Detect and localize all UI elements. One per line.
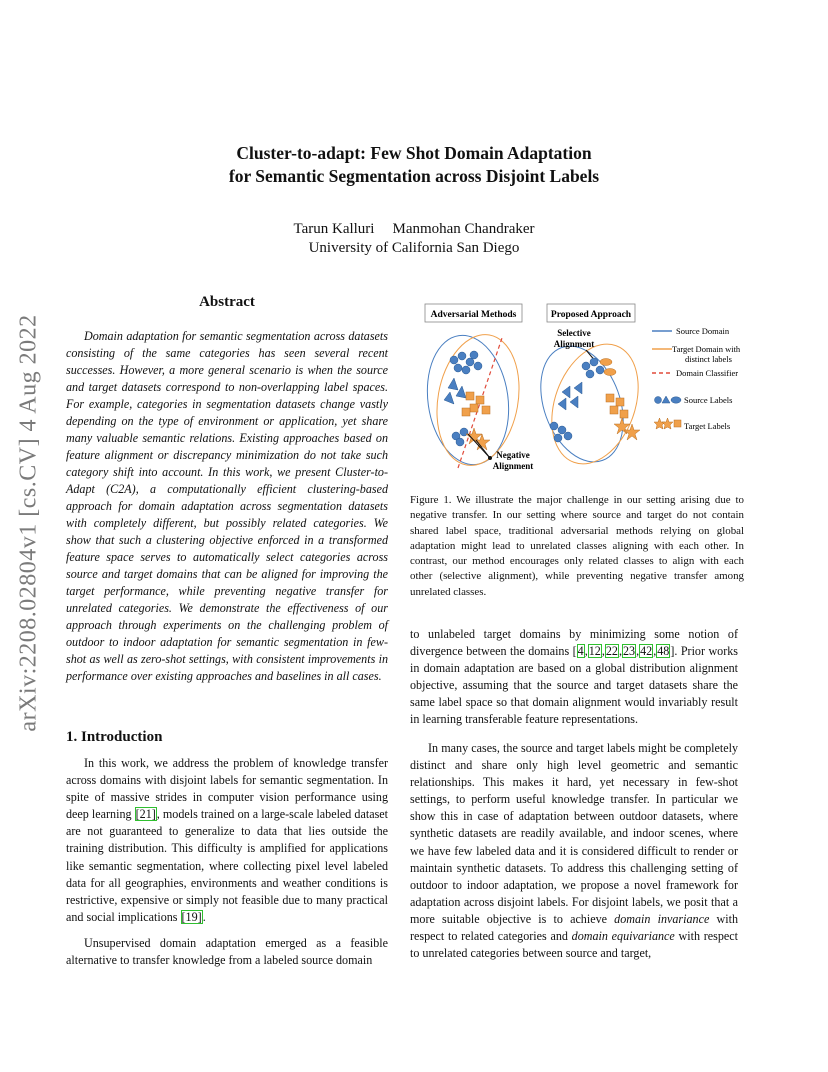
annotation-negative-2: Alignment [492,461,534,471]
legend-classifier: Domain Classifier [676,368,739,378]
affiliation: University of California San Diego [308,240,520,256]
annotation-negative-1: Negative [496,450,530,460]
legend-target-domain-2: distinct labels [685,354,732,364]
legend-source-labels: Source Labels [684,395,733,405]
citation-link[interactable]: 22 [605,644,618,659]
right-source-triangles-cluster [558,382,582,410]
right-paragraph-2: In many cases, the source and target labels might be completely distinct and share only high level geometric and semantic relationships. This makes it hard, yet necessary in few-shot settings, to perform useful knowledge transfer. In particular we show this in case of adaptation between outdoor datasets, where synthetic datasets are readily available, and indoor scenes, where we have few labeled data and it is considered difficult to render or maintain synthetic datasets. To address this challenging setting of outdoor to indoor adaptation, we propose a novel framework for adaptation across disjoint labels. For disjoint labels, we posit that a more suitable objective is to achieve domain invariance with respect to related categories and domain equivariance with respect to unrelated categories between source and target, [410,741,739,961]
annotation-selective-2: Alignment [553,339,595,349]
annotation-selective-1: Selective [557,328,591,338]
right-target-squares-cluster [606,394,628,418]
intro-heading: 1. Introduction [66,729,163,745]
negative-alignment-arrow-2 [468,434,490,458]
arxiv-stamp: arXiv:2208.02804v1 [cs.CV] 4 Aug 2022 [15,314,42,732]
paper-title [0,142,828,188]
panel-title-right: Proposed Approach [550,310,632,320]
author-2: Manmohan Chandraker [392,221,535,237]
left-source-triangles-cluster [444,378,466,404]
citation-link[interactable]: 12 [588,644,601,659]
figure-1-caption: Figure 1. We illustrate the major challenge in our setting arising due to negative transfer. In our setting where source and target do not contain shared label space, traditional adversarial methods relying on global adaptation might lead to unrelated classes aligning with each other. In contrast, our method encourages only related classes to align with each other (selective alignment), while preventing negative transfer among unrelated classes. [410,494,744,598]
intro-paragraph-1: In this work, we address the problem of knowledge transfer across domains with disjoint labels for semantic segmentation. In spite of massive strides in computer vision performance using deep learning [21], models trained on a large-scale labeled dataset are not guaranteed to generalize to data that lies outside the training distribution. This difficulty is amplified for applications like semantic segmentation, where collecting pixel level labeled data for all geographies, environments and weather conditions is restrictive, expensive or simply not feasible due to many practical and social implications [19]. [66,756,388,924]
target-domain-ellipse-right [536,332,654,476]
panel-title-left: Adversarial Methods [430,310,517,320]
legend-target-labels: Target Labels [684,421,731,431]
legend-source-domain: Source Domain [676,326,730,336]
arrow-point [488,456,492,460]
abstract-text: Domain adaptation for semantic segmentation across datasets consisting of the same categories has seen several recent successes. However, a more general scenario is when the source and target datasets correspond to non-overlapping label spaces. For example, categories in segmentation datasets change vastly depending on the type of environment or application, yet share many valuable semantic relations. Existing approaches based on feature alignment or discrepancy minimization do not take such category shift into account. In this work, we present Cluster-to-Adapt (C2A), a computationally efficient clustering-based approach for domain adaptation across segmentation datasets with completely different, but possibly related categories. We show that such a clustering objective enforced in a transformed feature space serves to automatically select categories across source and target domains that can be aligned for improving the target performance, while preventing negative transfer for unrelated categories. We demonstrate the effectiveness of our approach through experiments on the challenging problem of outdoor to indoor adaptation for semantic segmentation in few-shot as well as zero-shot settings, with consistent improvements in performance over existing approaches and baselines in all cases. [66,329,388,683]
legend-target-domain-1: Target Domain with [672,344,741,354]
left-target-squares-cluster [462,392,490,416]
citation-link[interactable]: [19] [181,909,202,924]
title-line-2: for Semantic Segmentation across Disjoint Labels [228,166,600,186]
legend-target-labels-swatch [654,418,681,429]
author-block [0,220,828,258]
legend-source-labels-swatch [655,396,682,404]
citation-link[interactable]: 42 [640,644,653,659]
citation-link[interactable]: 23 [622,644,636,659]
right-paragraph-1: to unlabeled target domains by minimizing some notion of divergence between the domains [4,12,22,23,42,48]. Prior works in domain adaptation are based on a global distribution alignment objective, assuming that the source and target datasets share the same label space so that domain alignment would invariably result in learning transferable feature representations. [410,627,739,727]
left-source-circles-cluster [450,351,482,374]
right-target-stars-cluster [614,418,640,440]
citation-link[interactable]: 48 [657,644,670,659]
figure-1-illustration [410,300,750,482]
title-line-1: Cluster-to-adapt: Few Shot Domain Adaptation [236,143,592,163]
citation-link[interactable]: 4 [577,644,584,659]
abstract-heading: Abstract [199,294,255,310]
citation-link[interactable]: [21] [135,807,156,822]
intro-paragraph-2: Unsupervised domain adaptation emerged as a feasible alternative to transfer knowledge from a labeled source domain [66,936,388,968]
author-1: Tarun Kalluri [293,221,375,237]
